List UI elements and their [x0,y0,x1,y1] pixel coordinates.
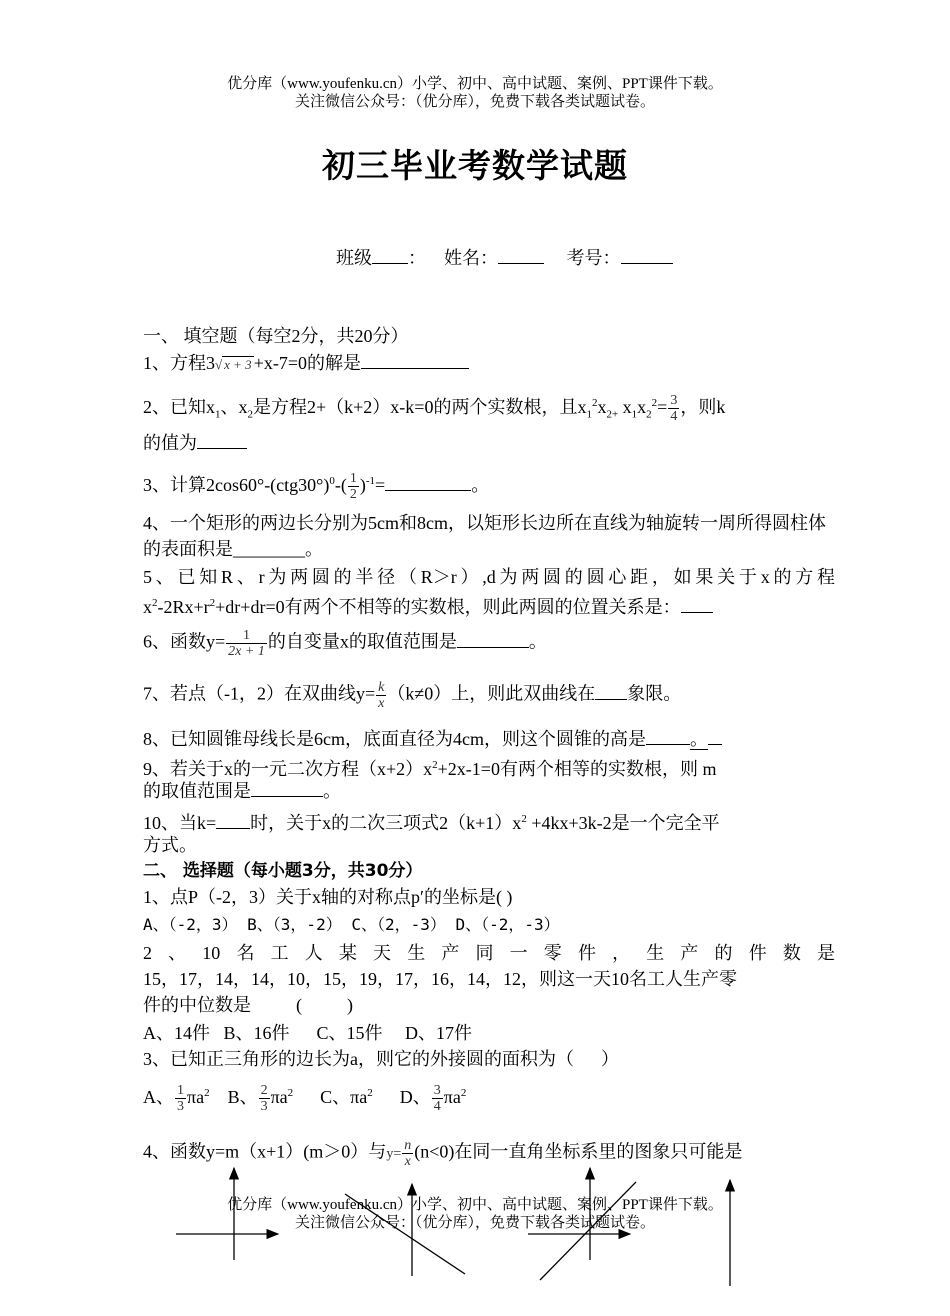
question-2-4: 4、函数y=m（x+1）(m＞0）与y= $\frac{n}{x}$ (n<0)在同一直角坐标系里的图象只可能是 [143,1138,743,1169]
question-1-8: 8、已知圆锥母线长是6cm，底面直径为4cm，则这个圆锥的高是 。 [143,726,722,752]
id-blank[interactable] [621,247,673,264]
class-label: 班级 [336,248,372,268]
question-2-3-options: A、 $\frac{1}{3}$ $\pi a^2$ B、 $\frac{2}{3}$ $\pi a^2$ C、$\pi a^2$ D、 $\frac{3}{4}$ $\pi a^2$ [143,1083,467,1115]
answer-blank[interactable] [681,596,713,613]
answer-blank[interactable] [216,812,250,829]
fraction: $\frac{3}{4}$ [670,393,678,425]
fraction: $\frac{1}{2x + 1}$ [228,628,265,659]
answer-graphs [0,1150,950,1316]
question-2-1: 1、点P（-2，3）关于x轴的对称点p′的坐标是( ) [143,887,513,907]
header-line-1: 优分库（www.youfenku.cn）小学、初中、高中试题、案例、PPT课件下载。 [227,76,723,92]
answer-blank[interactable] [595,683,627,700]
student-info [336,244,673,270]
answer-blank[interactable] [385,474,471,491]
question-1-3: 3、计算$2\cos 60^\circ-(ctg30^\circ)^0-$( $\frac{1}{2}$ )$^{-1}$= 。 [143,471,490,503]
question-1-2-cont: 的值为 [143,430,247,456]
id-label: 考号： [566,248,621,268]
class-blank[interactable] [372,247,408,264]
sqrt-symbol: √ x + 3 [215,357,252,372]
question-1-10-cont: 方式。 [143,835,197,855]
footer-line-1: 优分库（www.youfenku.cn）小学、初中、高中试题、案例、PPT课件下载。 [227,1197,723,1213]
answer-blank[interactable] [251,780,323,797]
question-2-3: 3、已知正三角形的边长为a，则它的外接圆的面积为（ ） [143,1049,619,1069]
question-1-10: 10、当k= 时，关于x的二次三项式$2(k+1)x^2 +4kx+3k-2$是一个完全平 [143,813,720,833]
footer-line-2: 关注微信公众号：（优分库），免费下载各类试题试卷。 [294,1215,655,1231]
class-sep: ： [408,248,426,268]
question-1-5: 5、已知R、r为两圆的半径（R＞r）,d为两圆的圆心距，如果关于x的方程 [143,567,835,587]
fraction: $\frac{n}{x}$ [404,1138,412,1169]
answer-blank[interactable] [197,432,247,449]
answer-blank[interactable] [457,631,529,648]
question-2-2-cont1: 15，17，14，14，10，15，19，17，16，14，12，则这一天10名工人生产零 [143,969,737,989]
question-1-7: 7、若点（-1，2）在双曲线y= $\frac{k}{x}$ （k≠0）上，则此双曲线在 象限。 [143,680,682,711]
question-2-2-cont2: 件的中位数是 ( ) [143,995,353,1015]
header-line-2: 关注微信公众号：（优分库），免费下载各类试题试卷。 [294,94,655,110]
fraction: $\frac{2}{3}$ [260,1083,268,1115]
question-1-1: 1、方程3√ x + 3 +x-7=0的解是 [143,350,469,378]
section1-heading: 一、 填空题（每空2分，共20分） [143,326,409,346]
question-1-9-cont: 的取值范围是 。 [143,781,341,801]
question-2-2-options: A、14件 B、16件 C、15件 D、17件 [143,1023,473,1043]
name-label: 姓名： [444,248,498,268]
answer-blank[interactable] [361,352,469,369]
answer-blank[interactable] [646,728,690,745]
question-2-1-options: A、（-2，3） B、（3，-2） C、（2，-3） D、（-2，-3） [143,915,560,934]
fraction: $\frac{1}{3}$ [177,1083,184,1115]
question-1-6: 6、函数y= $\frac{1}{2x + 1}$ 的自变量x的取值范围是 。 [143,628,547,659]
question-1-4: 4、一个矩形的两边长分别为5cm和8cm，以矩形长边所在直线为轴旋转一周所得圆柱体的表面积是________。 [143,513,826,559]
page-title: 初三毕业考数学试题 [322,146,628,185]
fraction: $\frac{k}{x}$ [378,680,385,711]
question-2-2: 2、10名工人某天生产同一零件，生产的件数是 [143,943,835,963]
name-blank[interactable] [498,247,544,264]
fraction: $\frac{3}{4}$ [433,1083,441,1115]
question-1-5-cont: $x^2-2Rx+r^2+dr+dr=0$有两个不相等的实数根，则此两圆的位置关系是： [143,590,713,620]
fraction: $\frac{1}{2}$ [349,471,357,503]
question-1-9: 9、若关于x的一元二次方程$(x+2)x^2+2x-1=0$有两个相等的实数根，则 m [143,759,717,779]
question-1-2: 2、已知$x_1$、$x_2$是方程2+（k+2）x-k=0的两个实数根，且$x_1^2x_{2+}$ $x_1x_2^2=$ $\frac{3}{4}$ ，则k [143,393,726,425]
section2-heading: 二、 选择题（每小题3分，共30分） [143,861,423,881]
